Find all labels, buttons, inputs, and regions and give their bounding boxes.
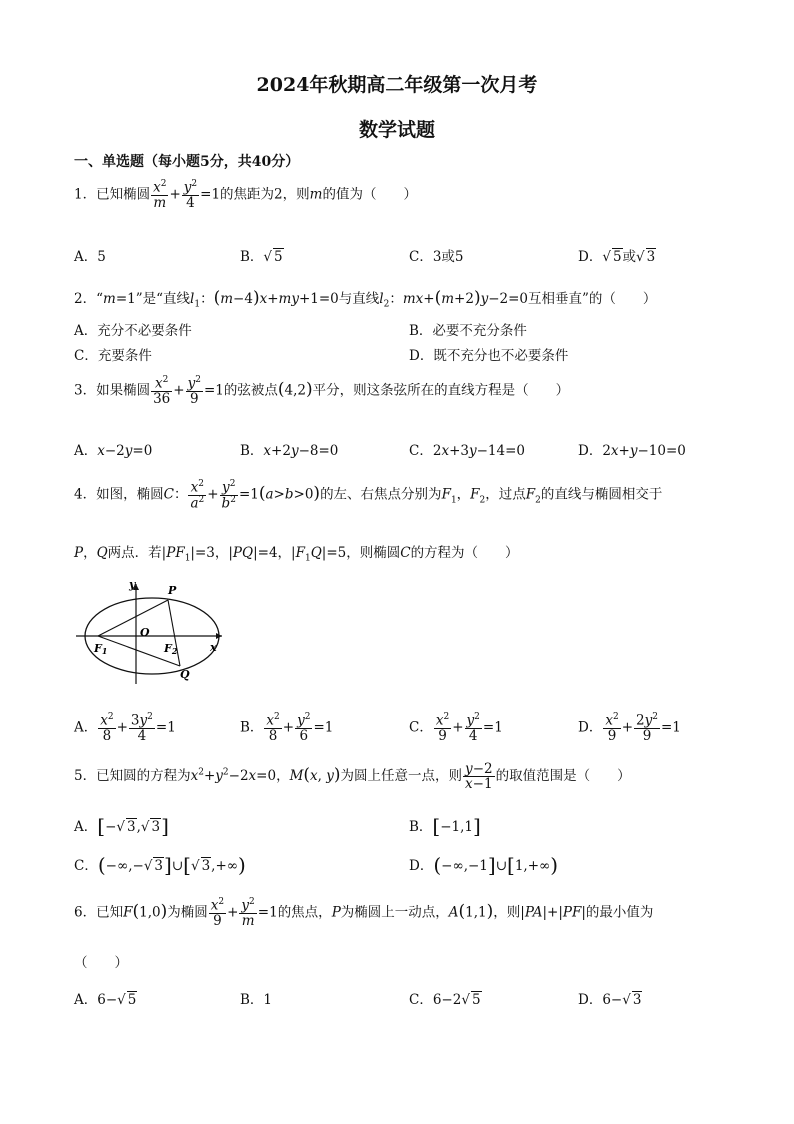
- q5-option-a[interactable]: A．[−√ 3,√ 3]: [74, 814, 169, 838]
- q4-option-d[interactable]: D． $\frac{x^2}{9}$ + $\frac{2y^2}{9}$ =1: [578, 712, 681, 744]
- q1-option-a[interactable]: A．5: [74, 249, 106, 265]
- point-p-label: P: [168, 584, 177, 597]
- q6-option-b[interactable]: B．1: [240, 992, 273, 1008]
- question-6-bracket: （ ）: [74, 955, 128, 971]
- point-o-label: O: [140, 626, 150, 639]
- question-4-line2: P，Q两点．若$|PF_1|=3$，|PQ|=4，$|F_1Q|=5$，则椭圆C的方程为（ ）: [74, 545, 519, 564]
- question-3: 3．如果椭圆 $\frac{x^2}{36}$ + $\frac{y^2}{9}$ =1的弦被点(4,2)平分，则这条弦所在的直线方程是（ ）: [74, 375, 570, 407]
- section-heading: 一、单选题（每小题5分，共40分）: [74, 154, 300, 170]
- q3-option-b[interactable]: B．x+2y−8=0: [240, 443, 339, 459]
- q1-option-c[interactable]: C．3或5: [409, 249, 464, 265]
- q5-option-b[interactable]: B．[−1,1]: [409, 814, 481, 838]
- q6-option-c[interactable]: C．6−2√ 5: [409, 992, 481, 1008]
- q5-option-d[interactable]: D．(−∞,−1]∪[1,+∞): [409, 853, 559, 877]
- question-1: 1．已知椭圆 $\frac{x^2}{m}$ + $\frac{y^2}{4}$ =1的焦距为2，则m的值为（ ）: [74, 179, 417, 211]
- point-f2-label: F2: [164, 642, 178, 656]
- q4-option-a[interactable]: A． $\frac{x^2}{8}$ + $\frac{3y^2}{4}$ =1: [74, 712, 176, 744]
- question-4-line1: 4．如图，椭圆C： $\frac{x^2}{a^2}$ + $\frac{y^2}{b^2}$ =1(a>b>0)的左、右焦点分别为$F_1$，$F_2$，过点$F_2$的直线与椭圆相交于: [74, 479, 663, 512]
- page-title: 2024年秋期高二年级第一次月考: [256, 74, 538, 96]
- point-f1-label: F1: [94, 642, 108, 656]
- q3-option-d[interactable]: D．2x+y−10=0: [578, 443, 686, 459]
- q3-option-a[interactable]: A．x−2y=0: [74, 443, 153, 459]
- axis-x-label: x: [210, 641, 217, 654]
- q1-option-d[interactable]: D．√ 5或√ 3: [578, 249, 656, 265]
- q2-option-a[interactable]: A．充分不必要条件: [74, 323, 192, 339]
- q6-option-a[interactable]: A．6−√ 5: [74, 992, 137, 1008]
- page-subtitle: 数学试题: [358, 119, 435, 141]
- q5-option-c[interactable]: C．(−∞,−√ 3]∪[√ 3,+∞): [74, 853, 246, 877]
- question-2: 2．“m=1”是“直线$l_1$：(m−4)x+my+1=0与直线$l_2$：mx+(m+2)y−2=0互相垂直”的（ ）: [74, 288, 657, 310]
- q6-option-d[interactable]: D．6−√ 3: [578, 992, 642, 1008]
- q2-option-b[interactable]: B．必要不充分条件: [409, 323, 527, 339]
- q1-option-b[interactable]: B．√ 5: [240, 249, 283, 265]
- q2-option-d[interactable]: D．既不充分也不必要条件: [409, 348, 569, 364]
- point-q-label: Q: [180, 668, 190, 681]
- q2-option-c[interactable]: C．充要条件: [74, 348, 152, 364]
- question-5: 5．已知圆的方程为$x^2+y^2-2x=0$，M(x, y)为圆上任意一点，则 $\frac{y-2}{x-1}$ 的取值范围是（ ）: [74, 761, 631, 793]
- axis-y-label: y: [129, 578, 136, 591]
- ellipse-figure: [70, 574, 240, 692]
- question-6: 6．已知F(1,0)为椭圆 $\frac{x^2}{9}$ + $\frac{y^2}{m}$ =1的焦点，P为椭圆上一动点，A(1,1)，则|PA|+|PF|的最小值为: [74, 897, 654, 929]
- q3-option-c[interactable]: C．2x+3y−14=0: [409, 443, 525, 459]
- q4-option-b[interactable]: B． $\frac{x^2}{8}$ + $\frac{y^2}{6}$ =1: [240, 712, 334, 744]
- q4-option-c[interactable]: C． $\frac{x^2}{9}$ + $\frac{y^2}{4}$ =1: [409, 712, 503, 744]
